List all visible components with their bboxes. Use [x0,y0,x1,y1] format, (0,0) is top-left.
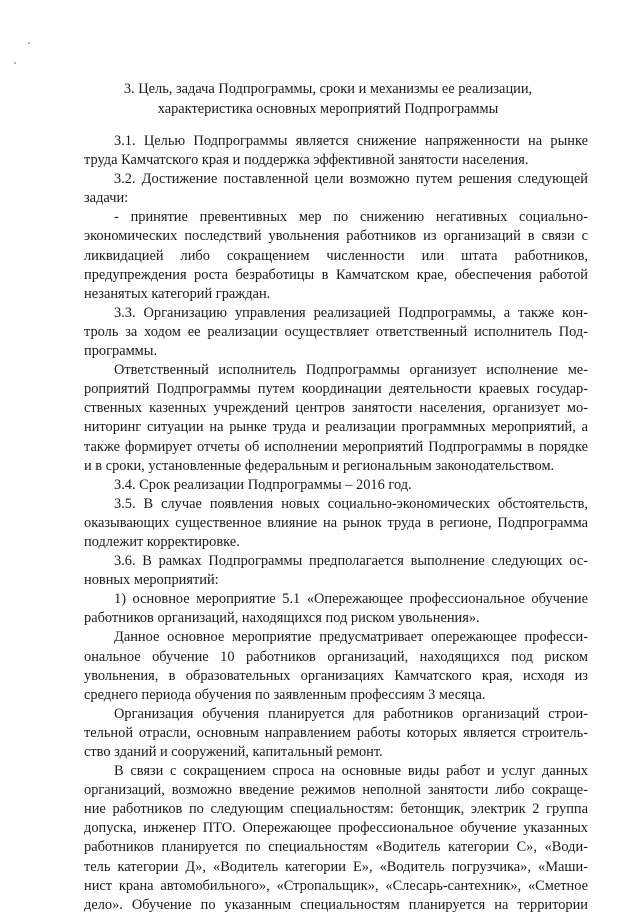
body-line: - принятие превентивных мер по снижению негативных социально- [114,209,588,226]
body-line: увольнения, в образовательных организациях Камчатского края, исходя из [84,667,588,684]
heading-line: характеристика основных мероприятий Подпрограммы [157,100,499,117]
section-body [84,132,588,915]
body-line: задачи: [84,190,129,207]
body-line: также формирует отчеты об исполнении мероприятий Подпрограммы в порядке [84,438,588,455]
body-line: Ответственный исполнитель Подпрограммы организует исполнение ме- [114,362,588,379]
body-line: 3.4. Срок реализации Подпрограммы – 2016 год. [114,476,412,493]
body-line: новных мероприятий: [84,572,219,589]
body-line: подлежит корректировке. [84,533,240,550]
body-line: ственных казенных учреждений центров занятости населения, организует мо- [84,400,588,417]
body-line: среднего периода обучения по заявленным профессиям 3 месяца. [84,686,486,703]
body-line: 3.1. Целью Подпрограммы является снижение напряженности на рынке [114,133,588,149]
body-line: 3.5. В случае появления новых социально-экономических обстоятельств, [114,495,588,512]
body-line: и в сроки, установленные федеральным и региональным законодательством. [84,457,555,474]
body-line: предупреждения роста безработицы в Камчатском крае, обеспечения работой [84,266,588,283]
body-line: экономических последствий увольнения работников из организаций в связи с [84,228,588,245]
body-line: роприятий Подпрограммы путем координации деятельности краевых государ- [84,381,588,398]
scan-speck [14,62,16,64]
body-line: Организация обучения планируется для работников организаций строи- [114,705,588,722]
scan-speck [28,42,30,44]
body-line: оказывающих существенное влияние на рынок труда в регионе, Подпрограмма [84,514,588,531]
body-line: ство зданий и сооружений, капитальный ремонт. [84,744,383,760]
body-line: Данное основное мероприятие предусматривает опережающее професси- [114,629,588,646]
body-line: нист крана автомобильного», «Стропальщик», «Слесарь-сантехник», «Сметное [84,877,588,894]
body-line: дело». Обучение по указанным специальностям планируется на территории [84,896,588,913]
body-line: ликвидацией либо сокращением численности или штата работников, [84,247,588,264]
body-line: тель категории Д», «Водитель категории Е», «Водитель погрузчика», «Маши- [84,858,588,875]
body-line: работников планируется по специальностям «Водитель категории С», «Води- [84,839,588,856]
body-line: работников организаций, находящихся под риском увольнения». [84,610,480,627]
heading-line: 3. Цель, задача Подпрограммы, сроки и механизмы ее реализации, [123,81,533,97]
body-line: 3.6. В рамках Подпрограммы предполагается выполнение следующих ос- [114,553,588,570]
body-line: допуска, инженер ПТО. Опережающее профессиональное обучение указанных [84,820,588,837]
body-line: программы. [84,343,158,360]
body-line: В связи с сокращением спроса на основные виды работ и услуг данных [114,763,588,780]
body-line: ние работников по следующим специальностям: бетонщик, электрик 2 группа [84,801,588,818]
body-line: ниторинг ситуации на рынке труда и реализации программных мероприятий, а [84,419,588,436]
body-line: ональное обучение 10 работников организаций, находящихся под риском [84,648,588,665]
body-line: троль за ходом ее реализации осуществляет ответственный исполнитель Под- [84,323,588,340]
body-line: 3.3. Организацию управления реализацией Подпрограммы, а также кон- [114,304,588,321]
body-line: 1) основное мероприятие 5.1 «Опережающее профессиональное обучение [114,591,588,608]
body-line: тельной отрасли, основным направлением работы которых является строитель- [84,724,588,741]
body-line: труда Камчатского края и поддержка эффективной занятости населения. [84,152,529,169]
body-line: незанятых категорий граждан. [84,285,271,302]
section-heading [80,80,576,119]
body-line: 3.2. Достижение поставленной цели возможно путем решения следующей [114,171,588,188]
body-line: организаций, возможно введение режимов неполной занятости либо сокраще- [84,782,588,799]
